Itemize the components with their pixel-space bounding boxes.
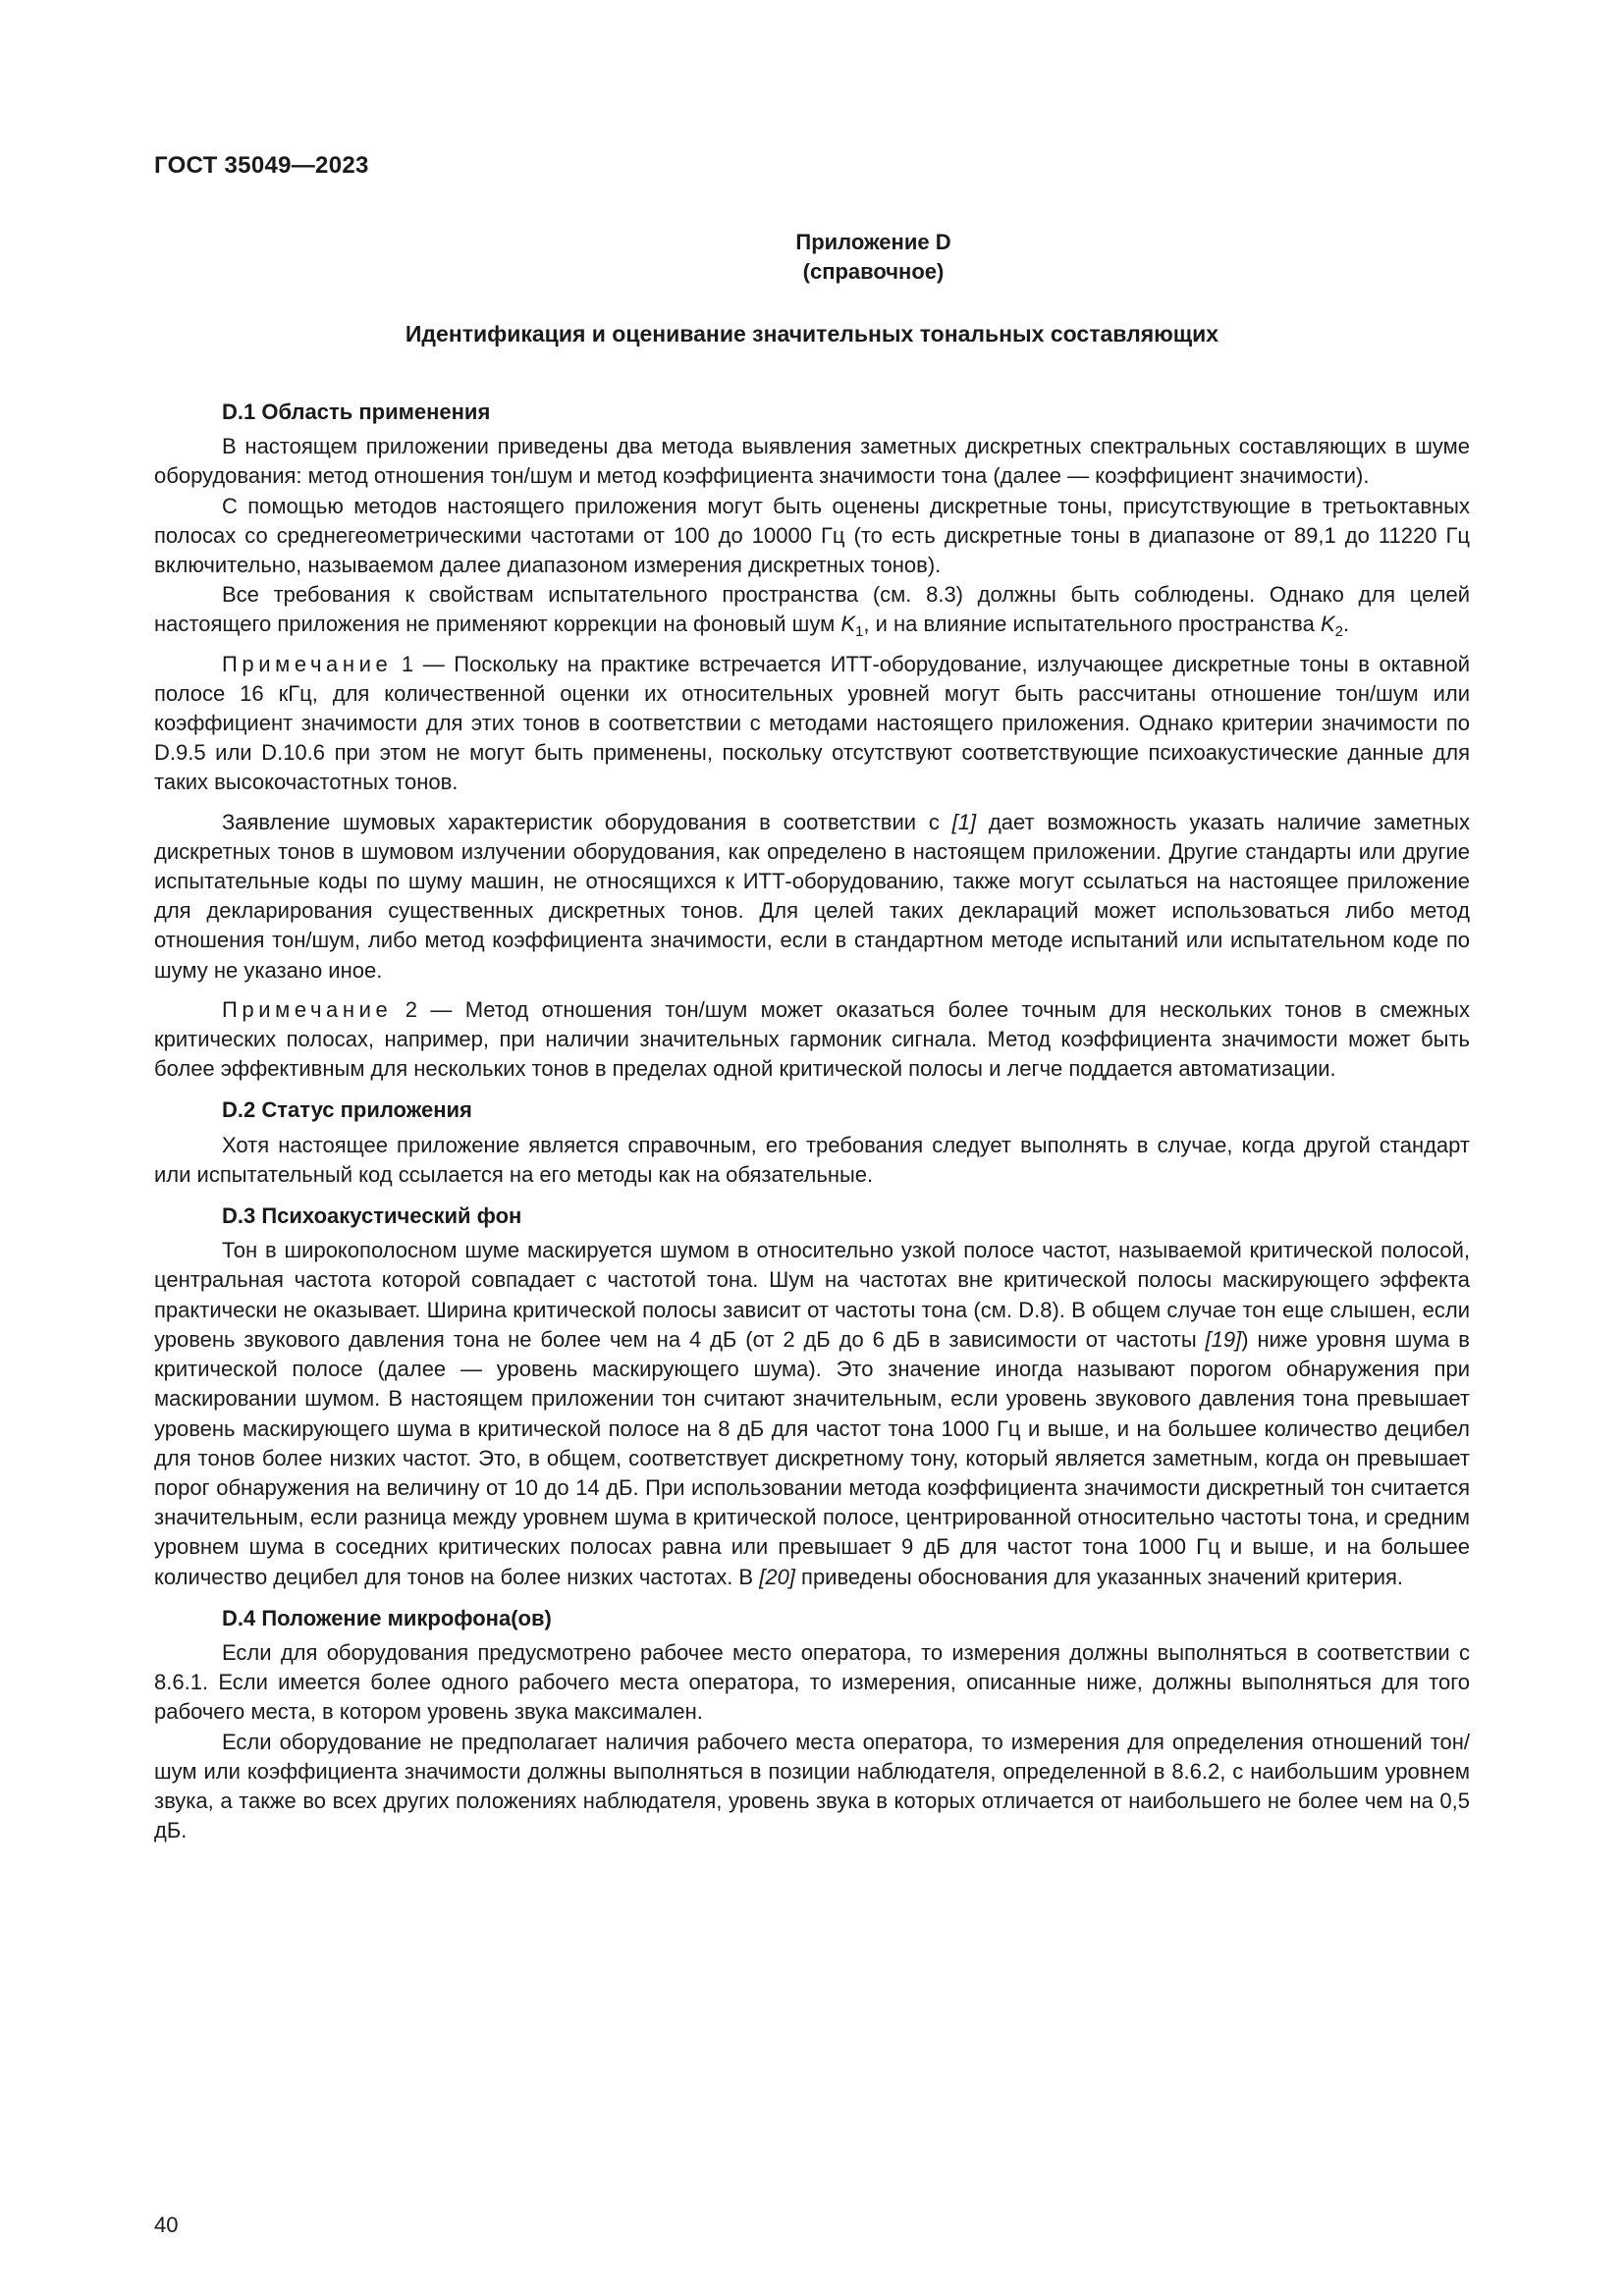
text-run: Заявление шумовых характеристик оборудования в соответствии с	[222, 809, 952, 834]
text-run: приведены обоснования для указанных значений критерия.	[794, 1564, 1404, 1589]
note-text: 2 — Метод отношения тон/шум может оказаться более точным для нескольких тонов в смежных критических полосах, например, при наличии значительных гармоник сигнала. Метод коэффициента значимости может быть более эффективным для нескольких тонов в пределах одной критической полосы и легче поддается автоматизации.	[154, 996, 1470, 1082]
reference-link: [1]	[951, 809, 977, 834]
appendix-label-block	[0, 228, 1624, 287]
symbol-k: K	[1320, 612, 1335, 637]
note-text: 1 — Поскольку на практике встречается ИТТ-оборудование, излучающее дискретные тоны в октавной полосе 16 кГц, для количественной оценки их относительных уровней могут быть рассчитаны отношение тон/шум или коэффициент значимости для этих тонов в соответствии с методами настоящего приложения. Однако критерии значимости по D.9.5 или D.10.6 при этом не могут быть применены, поскольку отсутствуют соответствующие психоакустические данные для таких высокочастотных тонов.	[154, 651, 1470, 795]
section-heading-d4: D.4 Положение микрофона(ов)	[222, 1605, 552, 1630]
note-paragraph	[154, 650, 1470, 798]
paragraph: Если для оборудования предусмотрено рабочее место оператора, то измерения должны выполняться в соответствии с 8.6.1. Если имеется более одного рабочего места оператора, то измерения, описанные ниже, должны выполняться для того рабочего места, в котором уровень звука максимален.	[154, 1639, 1470, 1725]
text-run: , и на влияние испытательного пространства	[863, 612, 1321, 637]
text-run: дает возможность указать наличие заметных дискретных тонов в шумовом излучении оборудования, как определено в настоящем приложении. Другие стандарты или другие испытательные коды по шуму машин, не относящихся к ИТТ-оборудованию, также могут ссылаться на настоящее приложение для декларирования существенных дискретных тонов. Для целей таких деклараций может использоваться либо метод отношения тон/шум, либо метод коэффициента значимости, если в стандартном методе испытаний или испытательном коде по шуму не указано иное.	[154, 809, 1470, 983]
paragraph: Хотя настоящее приложение является справочным, его требования следует выполнять в случае, когда другой стандарт или испытательный код ссылается на его методы как на обязательные.	[154, 1132, 1470, 1187]
reference-link: [20]	[759, 1564, 795, 1589]
document-body	[154, 398, 1470, 1845]
appendix-status: (справочное)	[802, 259, 945, 284]
appendix-title: Идентификация и оценивание значительных тональных составляющих	[405, 321, 1219, 347]
text-run: ) ниже уровня шума в критической полосе (далее — уровень маскирующего шума). Это значение иногда называют порогом обнаружения при маскировании шумом. В настоящем приложении тон считают значительным, если уровень звукового давления тона превышает уровень маскирующего шума в критической полосе на 8 дБ для частот тона 1000 Гц и выше, и на большее количество децибел для тонов более низких частот. Это, в общем, соответствует дискретному тону, который является заметным, когда он превышает порог обнаружения на величину от 10 до 14 дБ. При использовании метода коэффициента значимости дискретный тон считается значительным, если разница между уровнем шума в критической полосе, центрированной относительно частоты тона, и средним уровнем шума в соседних критических полосах равна или превышает 9 дБ для частот тона 1000 Гц и выше, и на большее количество децибел для тонов на более низких частотах. В	[154, 1326, 1470, 1589]
paragraph: Если оборудование не предполагает наличия рабочего места оператора, то измерения для определения отношений тон/шум или коэффициента значимости должны выполняться в позиции наблюдателя, определенной в 8.6.2, с наибольшим уровнем звука, а также во всех других положениях наблюдателя, уровень звука в которых отличается от наибольшего не более чем на 0,5 дБ.	[154, 1729, 1470, 1843]
section-heading-d1: D.1 Область применения	[222, 400, 491, 424]
paragraph: В настоящем приложении приведены два метода выявления заметных дискретных спектральных составляющих в шуме оборудования: метод отношения тон/шум и метод коэффициента значимости тона (далее — коэффициент значимости).	[154, 434, 1470, 489]
subscript: 2	[1334, 623, 1343, 641]
paragraph: С помощью методов настоящего приложения могут быть оценены дискретные тоны, присутствующие в третьоктавных полосах со среднегеометрическими частотами от 100 до 10000 Гц (то есть дискретные тоны в диапазоне от 89,1 до 11220 Гц включительно, называемом далее диапазоном измерения дискретных тонов).	[154, 493, 1470, 578]
note-paragraph	[154, 995, 1470, 1085]
text-run: Все требования к свойствам испытательного пространства (см. 8.3) должны быть соблюдены. Однако для целей настоящего приложения не применяют коррекции на фоновый шум	[154, 582, 1470, 637]
text-run: Тон в широкополосном шуме маскируется шумом в относительно узкой полосе частот, называемой критической полосой, центральная частота которой совпадает с частотой тона. Шум на частотах вне критической полосы маскирующего эффекта практически не оказывает. Ширина критической полосы зависит от частоты тона (см. D.8). В общем случае тон еще слышен, если уровень звукового давления тона не более чем на 4 дБ (от 2 дБ до 6 дБ в зависимости от частоты	[154, 1238, 1470, 1352]
section-heading-d2: D.2 Статус приложения	[222, 1097, 472, 1123]
appendix-label: Приложение D	[795, 230, 951, 254]
note-label: Примечание	[222, 996, 393, 1022]
standard-code: ГОСТ 35049—2023	[154, 152, 369, 179]
subscript: 1	[855, 623, 864, 641]
text-run: .	[1342, 612, 1350, 637]
paragraph	[154, 580, 1470, 639]
note-label: Примечание	[222, 651, 393, 676]
paragraph	[154, 1236, 1470, 1591]
paragraph	[154, 808, 1470, 986]
page-number: 40	[154, 2213, 179, 2237]
reference-link: [19]	[1205, 1326, 1242, 1352]
section-heading-d3: D.3 Психоакустический фон	[222, 1203, 522, 1229]
symbol-k: K	[840, 612, 856, 637]
